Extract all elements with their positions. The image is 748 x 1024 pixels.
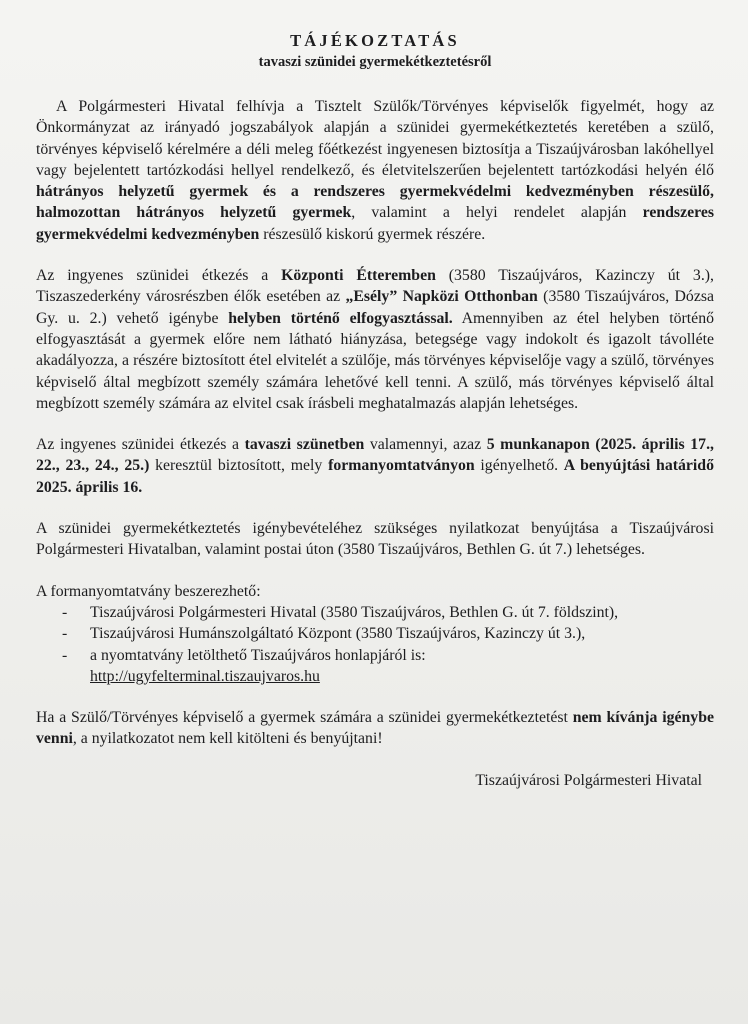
bold-span: hátrányos helyzetű gyermek és a rendszeres gyermekvédelmi kedvezményben részesülő, halmozottan hátrányos helyzetű gyermek <box>36 183 714 222</box>
text-span: Amennyiben az étel helyben történő elfogyasztását a gyermek előre nem látható hiányzása, betegsége vagy indokolt és igazolt távolléte akadályozza, a részére biztosított étel elvitelét a szülője, más törvényes képviselője vagy a szülő, törvényes képviselő által megbízott személy számára lehetővé kell tenni. A szülő, más törvényes képviselő által megbízott személy számára az elvitel csak írásbeli meghatalmazás alapján lehetséges. <box>36 309 714 412</box>
paragraph-optout <box>36 707 714 750</box>
paragraph-schedule <box>36 434 714 498</box>
list-item-text: a nyomtatvány letölthető Tiszaújváros honlapjáról is: <box>90 646 426 664</box>
text-span: , valamint a helyi rendelet alapján <box>351 204 643 222</box>
text-span: keresztül biztosított, mely <box>149 457 329 475</box>
list-dash: - <box>62 603 68 621</box>
text-span: Az ingyenes szünidei étkezés a <box>36 267 282 285</box>
text-span: igényelhető. <box>474 457 564 475</box>
text-span: , a nyilatkozatot nem kell kitölteni és benyújtani! <box>72 730 383 748</box>
text-span: valamennyi, azaz <box>364 436 487 454</box>
text-span: (3580 Tiszaújváros, Kazinczy út 3.), Tiszaszederkény városrészben élők esetében az <box>36 267 714 306</box>
list-dash: - <box>62 646 68 664</box>
document-subtitle: tavaszi szünidei gyermekétkeztetésről <box>258 54 492 70</box>
bold-span: „Esély” Napközi Otthonban <box>345 288 538 306</box>
bold-span: nem kívánja igénybe venni <box>36 709 714 748</box>
text-span: A Polgármesteri Hivatal felhívja a Tisztelt Szülők/Törvényes képviselők figyelmét, hogy az Önkormányzat az irányadó jogszabályok alapján a szünidei gyermekétkeztetés keretében a szülő, törvényes képviselő kérelmére a déli meleg főétkezést ingyenesen biztosítja a Tiszaújvárosban lakóhellyel vagy bejelentett tartózkodási hellyel rendelkező, és életvitelszerűen bejelentett tartózkodási helyén élő <box>36 98 714 179</box>
text-span: részesülő kiskorú gyermek részére. <box>259 225 486 243</box>
form-sources-list <box>36 602 714 687</box>
paragraph-form-intro: A formanyomtatvány beszerezhető: <box>36 582 261 600</box>
document-title: TÁJÉKOZTATÁS <box>290 31 460 50</box>
list-item <box>62 602 714 623</box>
paragraph-submission: A szünidei gyermekétkeztetés igénybevételéhez szükséges nyilatkozat benyújtása a Tiszaújvárosi Polgármesteri Hivatalban, valamint postai úton (3580 Tiszaújváros, Bethlen G. út 7.) lehetséges. <box>36 520 714 559</box>
list-item <box>62 645 714 688</box>
paragraph-location <box>36 265 714 414</box>
bold-span: A benyújtási határidő 2025. április 16. <box>36 457 714 496</box>
list-dash: - <box>62 625 68 643</box>
list-item-text: Tiszaújvárosi Humánszolgáltató Központ (3580 Tiszaújváros, Kazinczy út 3.), <box>90 625 586 643</box>
bold-span: rendszeres gyermekvédelmi kedvezményben <box>36 204 714 243</box>
bold-span: 5 munkanapon (2025. április 17., 22., 23., 24., 25.) <box>36 436 714 475</box>
download-link[interactable]: http://ugyfelterminal.tiszaujvaros.hu <box>90 667 320 685</box>
list-item-text: Tiszaújvárosi Polgármesteri Hivatal (3580 Tiszaújváros, Bethlen G. út 7. földszint), <box>90 603 619 621</box>
text-span: Ha a Szülő/Törvényes képviselő a gyermek számára a szünidei gyermekétkeztetést <box>36 709 573 727</box>
text-span: Az ingyenes szünidei étkezés a <box>36 436 245 454</box>
bold-span: tavaszi szünetben <box>244 436 365 454</box>
signature: Tiszaújvárosi Polgármesteri Hivatal <box>475 771 702 789</box>
bold-span: Központi Étteremben <box>281 267 436 285</box>
paragraph-eligibility <box>36 96 714 245</box>
bold-span: formanyomtatványon <box>328 457 475 475</box>
bold-span: helyben történő elfogyasztással. <box>228 309 453 327</box>
list-item <box>62 623 714 644</box>
text-span: (3580 Tiszaújváros, Dózsa Gy. u. 2.) vehető igénybe <box>36 288 715 327</box>
